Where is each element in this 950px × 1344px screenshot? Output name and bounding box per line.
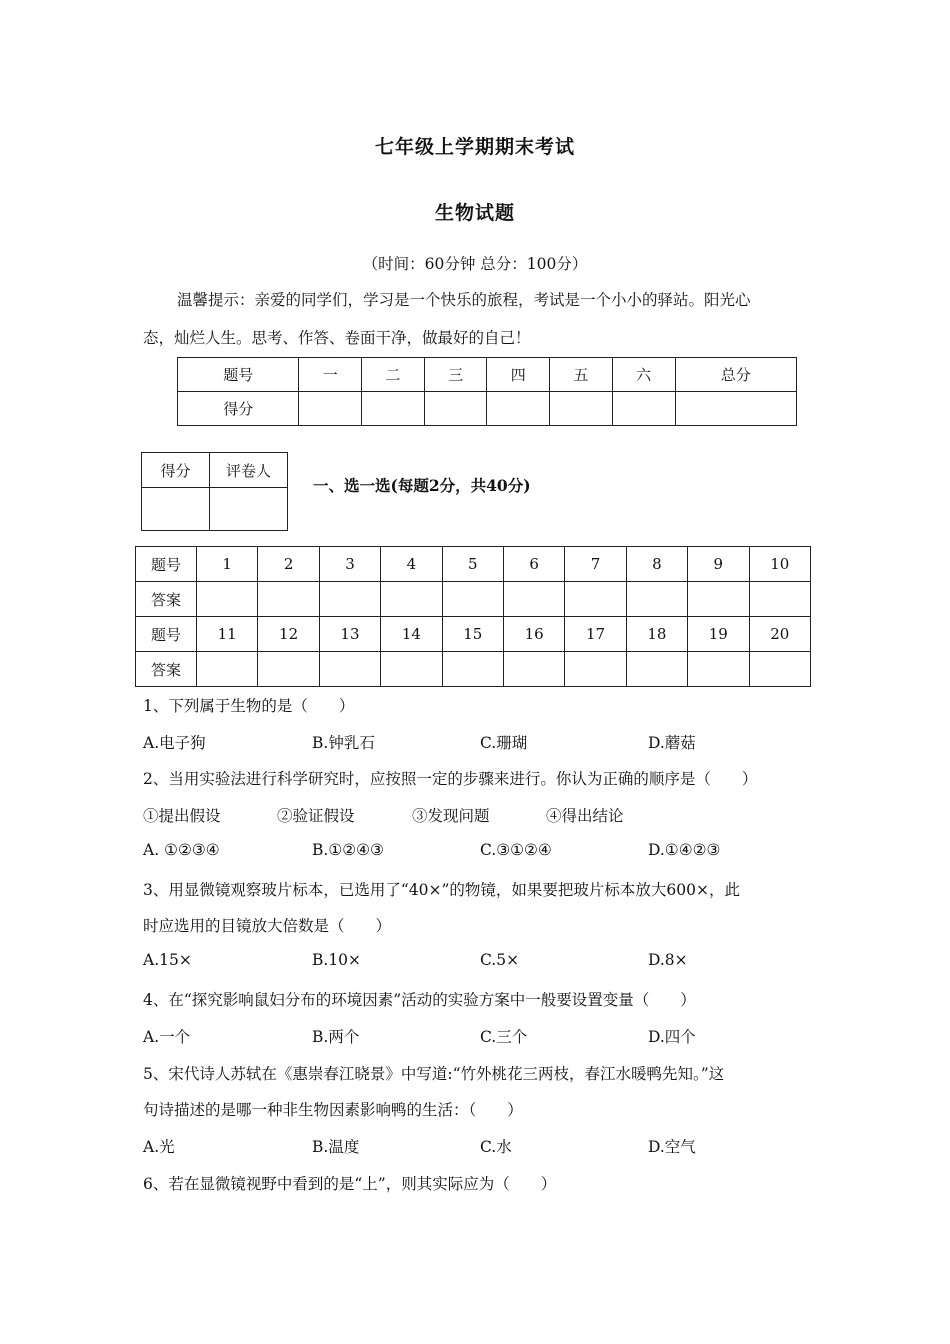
q2-step-1: ①提出假设: [143, 807, 221, 825]
question-number: 15: [442, 617, 503, 652]
score-cell[interactable]: [299, 392, 362, 426]
q5-option-a[interactable]: A.光: [143, 1138, 175, 1156]
section-1-heading: 一、选一选(每题2分，共40分): [313, 476, 531, 495]
answer-cell[interactable]: [565, 582, 626, 617]
q3-option-b[interactable]: B.10×: [312, 951, 362, 969]
answer-input-row: [136, 652, 811, 687]
answer-cell[interactable]: [626, 652, 687, 687]
answer-cell[interactable]: [626, 582, 687, 617]
question-number: 1: [197, 547, 258, 582]
question-number: 20: [749, 617, 810, 652]
score-header-cell: 四: [487, 358, 550, 392]
grader-table: [141, 452, 288, 531]
answer-cell[interactable]: [442, 582, 503, 617]
question-number: 9: [688, 547, 749, 582]
q4-option-a[interactable]: A.一个: [143, 1028, 191, 1046]
answer-cell[interactable]: [258, 582, 319, 617]
score-header-cell: 二: [362, 358, 425, 392]
q5-option-b[interactable]: B.温度: [312, 1138, 360, 1156]
q2-step-2: ②验证假设: [277, 807, 355, 825]
score-cell[interactable]: [612, 392, 675, 426]
question-5-line-2: 句诗描述的是哪一种非生物因素影响鸭的生活：（ ）: [143, 1101, 523, 1119]
question-number: 7: [565, 547, 626, 582]
answer-cell[interactable]: [442, 652, 503, 687]
score-table: [177, 357, 797, 426]
score-header-cell: 总分: [675, 358, 796, 392]
question-number: 13: [319, 617, 380, 652]
score-cell[interactable]: [675, 392, 796, 426]
grader-score-cell[interactable]: [142, 488, 210, 531]
exam-time-info: （时间：60分钟 总分：100分）: [362, 255, 588, 273]
answer-cell[interactable]: [503, 582, 564, 617]
question-2: 2、当用实验法进行科学研究时，应按照一定的步骤来进行。你认为正确的顺序是（ ）: [143, 770, 758, 788]
answer-number-row: [136, 617, 811, 652]
answer-row-label: 题号: [136, 617, 197, 652]
answer-number-row: [136, 547, 811, 582]
answer-cell[interactable]: [381, 652, 442, 687]
q1-option-d[interactable]: D.蘑菇: [648, 734, 696, 752]
score-header-cell: 一: [299, 358, 362, 392]
question-1: 1、下列属于生物的是（ ）: [143, 697, 355, 715]
question-4: 4、在“探究影响鼠妇分布的环境因素”活动的实验方案中一般要设置变量（ ）: [143, 991, 696, 1009]
question-number: 6: [503, 547, 564, 582]
question-number: 5: [442, 547, 503, 582]
q2-option-b[interactable]: B.①②④③: [312, 841, 384, 859]
answer-cell[interactable]: [749, 652, 810, 687]
score-header-cell: 六: [612, 358, 675, 392]
q5-option-d[interactable]: D.空气: [648, 1138, 696, 1156]
q3-option-a[interactable]: A.15×: [143, 951, 192, 969]
score-table-score-row: [178, 392, 797, 426]
tip-line-1: 温馨提示：亲爱的同学们，学习是一个快乐的旅程，考试是一个小小的驿站。阳光心: [177, 291, 751, 309]
answer-cell[interactable]: [565, 652, 626, 687]
q1-option-a[interactable]: A.电子狗: [143, 734, 206, 752]
question-3-line-2: 时应选用的目镜放大倍数是（ ）: [143, 917, 392, 935]
grader-reviewer-cell[interactable]: [210, 488, 288, 531]
question-6: 6、若在显微镜视野中看到的是“上”，则其实际应为（ ）: [143, 1175, 557, 1193]
question-number: 2: [258, 547, 319, 582]
q3-option-d[interactable]: D.8×: [648, 951, 688, 969]
q4-option-d[interactable]: D.四个: [648, 1028, 696, 1046]
answer-input-row: [136, 582, 811, 617]
q3-option-c[interactable]: C.5×: [480, 951, 520, 969]
question-number: 19: [688, 617, 749, 652]
answer-row-label: 题号: [136, 547, 197, 582]
page-title: 七年级上学期期末考试: [374, 136, 575, 158]
answer-cell[interactable]: [749, 582, 810, 617]
score-cell[interactable]: [487, 392, 550, 426]
question-number: 8: [626, 547, 687, 582]
q5-option-c[interactable]: C.水: [480, 1138, 512, 1156]
question-number: 4: [381, 547, 442, 582]
q2-step-4: ④得出结论: [546, 807, 624, 825]
tip-line-2: 态，灿烂人生。思考、作答、卷面干净，做最好的自己！: [143, 329, 531, 347]
question-number: 12: [258, 617, 319, 652]
q4-option-b[interactable]: B.两个: [312, 1028, 360, 1046]
q1-option-c[interactable]: C.珊瑚: [480, 734, 528, 752]
q2-option-c[interactable]: C.③①②④: [480, 841, 552, 859]
question-number: 16: [503, 617, 564, 652]
question-number: 18: [626, 617, 687, 652]
grader-score-label: 得分: [142, 453, 210, 488]
answer-cell[interactable]: [503, 652, 564, 687]
q4-option-c[interactable]: C.三个: [480, 1028, 528, 1046]
answer-table: [135, 546, 811, 687]
question-number: 11: [197, 617, 258, 652]
answer-row-label: 答案: [136, 582, 197, 617]
q2-step-3: ③发现问题: [412, 807, 490, 825]
score-header-cell: 五: [550, 358, 613, 392]
grader-reviewer-label: 评卷人: [210, 453, 288, 488]
answer-cell[interactable]: [258, 652, 319, 687]
question-3-line-1: 3、用显微镜观察玻片标本，已选用了“40×”的物镜，如果要把玻片标本放大600×，此: [143, 881, 740, 899]
question-number: 14: [381, 617, 442, 652]
q2-option-a[interactable]: A. ①②③④: [143, 841, 220, 859]
question-number: 3: [319, 547, 380, 582]
answer-cell[interactable]: [381, 582, 442, 617]
score-cell[interactable]: [550, 392, 613, 426]
answer-cell[interactable]: [319, 652, 380, 687]
answer-row-label: 答案: [136, 652, 197, 687]
answer-cell[interactable]: [688, 652, 749, 687]
page-subtitle: 生物试题: [434, 202, 515, 224]
score-cell[interactable]: [424, 392, 487, 426]
answer-cell[interactable]: [197, 582, 258, 617]
answer-cell[interactable]: [688, 582, 749, 617]
answer-cell[interactable]: [319, 582, 380, 617]
score-row-label: 得分: [178, 392, 299, 426]
score-header-cell: 题号: [178, 358, 299, 392]
question-5-line-1: 5、宋代诗人苏轼在《惠崇春江晓景》中写道:“竹外桃花三两枝，春江水暖鸭先知。”这: [143, 1065, 725, 1083]
q1-option-b[interactable]: B.钟乳石: [312, 734, 375, 752]
score-table-header-row: [178, 358, 797, 392]
answer-cell[interactable]: [197, 652, 258, 687]
question-number: 17: [565, 617, 626, 652]
score-cell[interactable]: [362, 392, 425, 426]
question-number: 10: [749, 547, 810, 582]
score-header-cell: 三: [424, 358, 487, 392]
q2-option-d[interactable]: D.①④②③: [648, 841, 721, 859]
